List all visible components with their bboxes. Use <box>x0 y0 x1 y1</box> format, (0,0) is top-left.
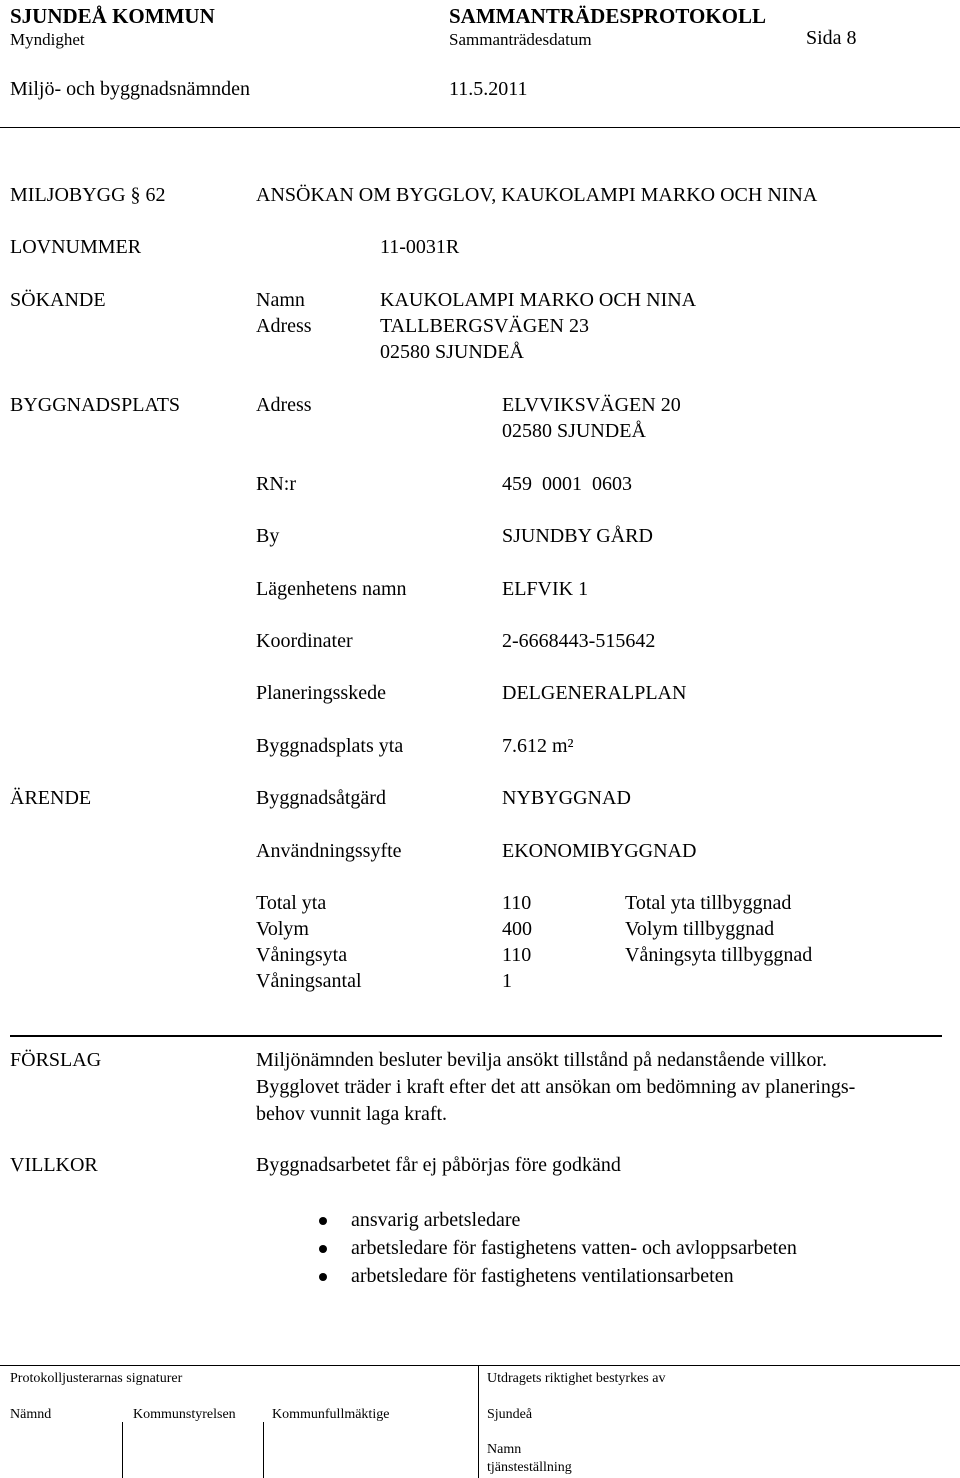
metric-value: 400 <box>502 918 532 940</box>
metric-value: 110 <box>502 892 532 914</box>
conditions-intro: Byggnadsarbetet får ej påbörjas före godkänd <box>256 1154 621 1176</box>
footer-col-board: Nämnd <box>10 1407 52 1422</box>
site-address-label: Adress <box>256 394 312 416</box>
proposal-section-label: FÖRSLAG <box>10 1049 102 1071</box>
metric-label: Våningsantal <box>256 970 362 992</box>
metric-extra: Våningsyta tillbyggnad <box>625 944 813 966</box>
conditions-section-label: VILLKOR <box>10 1154 98 1176</box>
village-value: SJUNDBY GÅRD <box>502 525 653 547</box>
proposal-line: Bygglovet träder i kraft efter det att ansökan om bedömning av planerings- <box>256 1076 856 1098</box>
area-label: Byggnadsplats yta <box>256 735 404 757</box>
footer-col-municipal-board: Kommunstyrelsen <box>133 1407 236 1422</box>
applicant-address-line2: 02580 SJUNDEÅ <box>380 341 524 363</box>
proposal-line: Miljönämnden besluter bevilja ansökt tillstånd på nedanstående villkor. <box>256 1049 827 1071</box>
planning-label: Planeringsskede <box>256 682 386 704</box>
signatures-label: Protokolljusterarnas signaturer <box>10 1371 183 1386</box>
footer-col-line <box>263 1422 264 1478</box>
coords-value: 2-6668443-515642 <box>502 630 656 652</box>
footer-col-council: Kommunfullmäktige <box>272 1407 390 1422</box>
site-section-label: BYGGNADSPLATS <box>10 394 181 416</box>
metric-label: Våningsyta <box>256 944 348 966</box>
org-name: SJUNDEÅ KOMMUN <box>10 4 215 28</box>
authority-name: Miljö- och byggnadsnämnden <box>10 78 250 100</box>
condition-item: arbetsledare för fastighetens ventilationsarbeten <box>351 1265 734 1287</box>
doc-type: SAMMANTRÄDESPROTOKOLL <box>449 4 766 28</box>
metric-extra: Total yta tillbyggnad <box>625 892 792 914</box>
date-label: Sammanträdesdatum <box>449 30 592 49</box>
village-label: By <box>256 525 280 547</box>
header-divider <box>0 127 960 128</box>
applicant-address-line1: TALLBERGSVÄGEN 23 <box>380 315 589 337</box>
footer-place: Sjundeå <box>487 1407 533 1422</box>
applicant-address-label: Adress <box>256 315 312 337</box>
metric-label: Volym <box>256 918 309 940</box>
rn-value: 459 0001 0603 <box>502 473 632 495</box>
section-divider <box>10 1035 942 1037</box>
matter-section-label: ÄRENDE <box>10 787 92 809</box>
site-address-line1: ELVVIKSVÄGEN 20 <box>502 394 681 416</box>
coords-label: Koordinater <box>256 630 353 652</box>
footer-middle-line <box>478 1365 479 1478</box>
action-label: Byggnadsåtgärd <box>256 787 386 809</box>
metric-value: 1 <box>502 970 512 992</box>
metric-value: 110 <box>502 944 532 966</box>
case-title: ANSÖKAN OM BYGGLOV, KAUKOLAMPI MARKO OCH NINA <box>256 184 818 206</box>
applicant-section-label: SÖKANDE <box>10 289 106 311</box>
rn-label: RN:r <box>256 473 296 495</box>
authority-label: Myndighet <box>10 30 85 49</box>
site-address-line2: 02580 SJUNDEÅ <box>502 420 646 442</box>
permit-label: LOVNUMMER <box>10 236 142 258</box>
footer-position-label: tjänsteställning <box>487 1460 572 1475</box>
footer-name-label: Namn <box>487 1442 522 1457</box>
area-value: 7.612 m² <box>502 735 574 757</box>
purpose-value: EKONOMIBYGGNAD <box>502 840 697 862</box>
applicant-name: KAUKOLAMPI MARKO OCH NINA <box>380 289 697 311</box>
action-value: NYBYGGNAD <box>502 787 631 809</box>
footer-col-line <box>122 1422 123 1478</box>
estate-value: ELFVIK 1 <box>502 578 589 600</box>
estate-label: Lägenhetens namn <box>256 578 407 600</box>
proposal-line: behov vunnit laga kraft. <box>256 1103 448 1125</box>
certified-label: Utdragets riktighet bestyrkes av <box>487 1371 666 1386</box>
metric-extra: Volym tillbyggnad <box>625 918 775 940</box>
condition-item: arbetsledare för fastighetens vatten- och avloppsarbeten <box>351 1237 797 1259</box>
page-number: Sida 8 <box>806 27 857 49</box>
condition-item: ansvarig arbetsledare <box>351 1209 521 1231</box>
applicant-name-label: Namn <box>256 289 305 311</box>
case-code: MILJOBYGG § 62 <box>10 184 166 206</box>
footer-top-line <box>0 1365 960 1366</box>
purpose-label: Användningssyfte <box>256 840 402 862</box>
planning-value: DELGENERALPLAN <box>502 682 687 704</box>
permit-number: 11-0031R <box>380 236 460 258</box>
metric-label: Total yta <box>256 892 327 914</box>
meeting-date: 11.5.2011 <box>449 78 528 100</box>
